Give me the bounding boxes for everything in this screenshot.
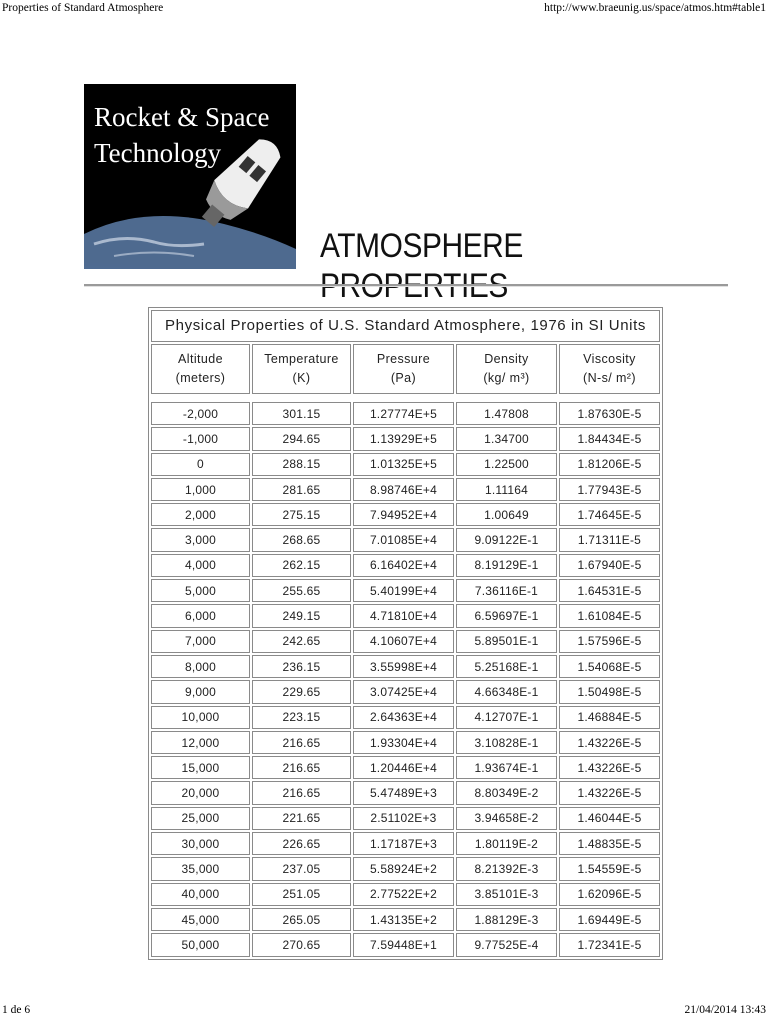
viscosity-cell: 1.61084E-5: [559, 604, 660, 627]
viscosity-cell: 1.84434E-5: [559, 427, 660, 450]
pressure-cell: 2.51102E+3: [353, 807, 454, 830]
density-cell: 8.19129E-1: [456, 554, 557, 577]
atmosphere-table: [148, 307, 663, 960]
table-row: [151, 933, 660, 956]
altitude-cell: 15,000: [151, 756, 250, 779]
viscosity-cell: 1.77943E-5: [559, 478, 660, 501]
altitude-cell: 9,000: [151, 680, 250, 703]
pressure-cell: 1.01325E+5: [353, 453, 454, 476]
header-density: [456, 344, 557, 394]
pressure-cell: 6.16402E+4: [353, 554, 454, 577]
density-cell: 1.80119E-2: [456, 832, 557, 855]
table-row: [151, 655, 660, 678]
temperature-cell: 251.05: [252, 883, 351, 906]
header-temperature-unit: (K): [292, 371, 311, 385]
temperature-cell: 281.65: [252, 478, 351, 501]
table-row: [151, 402, 660, 425]
pressure-cell: 7.94952E+4: [353, 503, 454, 526]
temperature-cell: 265.05: [252, 908, 351, 931]
altitude-cell: -1,000: [151, 427, 250, 450]
temperature-cell: 268.65: [252, 528, 351, 551]
density-cell: 7.36116E-1: [456, 579, 557, 602]
pressure-cell: 1.27774E+5: [353, 402, 454, 425]
table-row: [151, 528, 660, 551]
viscosity-cell: 1.81206E-5: [559, 453, 660, 476]
header-viscosity-label: Viscosity: [583, 352, 636, 366]
pressure-cell: 3.55998E+4: [353, 655, 454, 678]
pressure-cell: 7.59448E+1: [353, 933, 454, 956]
altitude-cell: 20,000: [151, 781, 250, 804]
altitude-cell: 0: [151, 453, 250, 476]
header-altitude: [151, 344, 250, 394]
table-row: [151, 706, 660, 729]
altitude-cell: 1,000: [151, 478, 250, 501]
viscosity-cell: 1.48835E-5: [559, 832, 660, 855]
density-cell: 3.94658E-2: [456, 807, 557, 830]
print-header: [0, 2, 768, 18]
density-cell: 5.25168E-1: [456, 655, 557, 678]
table-caption: Physical Properties of U.S. Standard Atmosphere, 1976 in SI Units: [151, 310, 660, 342]
page-number: 1 de 6: [2, 1004, 31, 1016]
pressure-cell: 8.98746E+4: [353, 478, 454, 501]
table-body: [151, 402, 660, 957]
header-pressure-label: Pressure: [376, 352, 431, 366]
density-cell: 1.11164: [456, 478, 557, 501]
temperature-cell: 216.65: [252, 756, 351, 779]
altitude-cell: 5,000: [151, 579, 250, 602]
table-row: [151, 756, 660, 779]
header-altitude-label: Altitude: [178, 352, 223, 366]
temperature-cell: 229.65: [252, 680, 351, 703]
rocket-space-technology-logo: [84, 84, 296, 269]
temperature-cell: 301.15: [252, 402, 351, 425]
density-cell: 1.34700: [456, 427, 557, 450]
header-pressure-unit: (Pa): [390, 371, 417, 385]
table-row: [151, 503, 660, 526]
print-header-url: http://www.braeunig.us/space/atmos.htm#table1: [544, 2, 766, 14]
viscosity-cell: 1.43226E-5: [559, 731, 660, 754]
pressure-cell: 3.07425E+4: [353, 680, 454, 703]
temperature-cell: 237.05: [252, 857, 351, 880]
header-density-label: Density: [484, 352, 529, 366]
altitude-cell: 4,000: [151, 554, 250, 577]
table-row: [151, 680, 660, 703]
pressure-cell: 2.77522E+2: [353, 883, 454, 906]
viscosity-cell: 1.64531E-5: [559, 579, 660, 602]
table-header-row: [151, 344, 660, 394]
temperature-cell: 255.65: [252, 579, 351, 602]
pressure-cell: 1.13929E+5: [353, 427, 454, 450]
pressure-cell: 1.43135E+2: [353, 908, 454, 931]
temperature-cell: 221.65: [252, 807, 351, 830]
pressure-cell: 5.40199E+4: [353, 579, 454, 602]
table-row: [151, 453, 660, 476]
properties-table: [149, 308, 662, 959]
density-cell: 1.47808: [456, 402, 557, 425]
header-temperature: [252, 344, 351, 394]
header-pressure: [353, 344, 454, 394]
temperature-cell: 270.65: [252, 933, 351, 956]
viscosity-cell: 1.54559E-5: [559, 857, 660, 880]
table-row: [151, 604, 660, 627]
viscosity-cell: 1.57596E-5: [559, 630, 660, 653]
horizontal-rule: [84, 284, 728, 287]
density-cell: 9.77525E-4: [456, 933, 557, 956]
print-datetime: 21/04/2014 13:43: [684, 1004, 766, 1016]
header-viscosity-unit: (N-s/ m²): [583, 371, 636, 385]
temperature-cell: 275.15: [252, 503, 351, 526]
altitude-cell: 3,000: [151, 528, 250, 551]
table-row: [151, 731, 660, 754]
temperature-cell: 226.65: [252, 832, 351, 855]
altitude-cell: 45,000: [151, 908, 250, 931]
header-spacer-cell: [151, 396, 660, 400]
viscosity-cell: 1.71311E-5: [559, 528, 660, 551]
header-spacer: [151, 396, 660, 400]
density-cell: 1.93674E-1: [456, 756, 557, 779]
temperature-cell: 249.15: [252, 604, 351, 627]
viscosity-cell: 1.46044E-5: [559, 807, 660, 830]
density-cell: 3.85101E-3: [456, 883, 557, 906]
viscosity-cell: 1.67940E-5: [559, 554, 660, 577]
viscosity-cell: 1.87630E-5: [559, 402, 660, 425]
viscosity-cell: 1.69449E-5: [559, 908, 660, 931]
table-row: [151, 630, 660, 653]
viscosity-cell: 1.46884E-5: [559, 706, 660, 729]
pressure-cell: 5.58924E+2: [353, 857, 454, 880]
print-footer: [0, 1004, 768, 1020]
density-cell: 8.21392E-3: [456, 857, 557, 880]
density-cell: 4.12707E-1: [456, 706, 557, 729]
altitude-cell: 6,000: [151, 604, 250, 627]
altitude-cell: 7,000: [151, 630, 250, 653]
pressure-cell: 4.10607E+4: [353, 630, 454, 653]
pressure-cell: 1.93304E+4: [353, 731, 454, 754]
viscosity-cell: 1.50498E-5: [559, 680, 660, 703]
header-temperature-label: Temperature: [264, 352, 339, 366]
altitude-cell: 2,000: [151, 503, 250, 526]
page-title: ATMOSPHERE PROPERTIES: [320, 227, 523, 305]
density-cell: 1.88129E-3: [456, 908, 557, 931]
table-row: [151, 908, 660, 931]
altitude-cell: 50,000: [151, 933, 250, 956]
temperature-cell: 223.15: [252, 706, 351, 729]
temperature-cell: 242.65: [252, 630, 351, 653]
viscosity-cell: 1.43226E-5: [559, 756, 660, 779]
table-row: [151, 883, 660, 906]
altitude-cell: 8,000: [151, 655, 250, 678]
table-row: [151, 554, 660, 577]
viscosity-cell: 1.72341E-5: [559, 933, 660, 956]
pressure-cell: 7.01085E+4: [353, 528, 454, 551]
temperature-cell: 216.65: [252, 781, 351, 804]
viscosity-cell: 1.43226E-5: [559, 781, 660, 804]
table-row: [151, 478, 660, 501]
viscosity-cell: 1.62096E-5: [559, 883, 660, 906]
density-cell: 1.22500: [456, 453, 557, 476]
table-row: [151, 579, 660, 602]
temperature-cell: 288.15: [252, 453, 351, 476]
table-row: [151, 781, 660, 804]
density-cell: 5.89501E-1: [456, 630, 557, 653]
pressure-cell: 1.20446E+4: [353, 756, 454, 779]
temperature-cell: 236.15: [252, 655, 351, 678]
table-row: [151, 832, 660, 855]
altitude-cell: -2,000: [151, 402, 250, 425]
header-viscosity: [559, 344, 660, 394]
density-cell: 1.00649: [456, 503, 557, 526]
viscosity-cell: 1.54068E-5: [559, 655, 660, 678]
viscosity-cell: 1.74645E-5: [559, 503, 660, 526]
altitude-cell: 40,000: [151, 883, 250, 906]
altitude-cell: 10,000: [151, 706, 250, 729]
altitude-cell: 35,000: [151, 857, 250, 880]
pressure-cell: 5.47489E+3: [353, 781, 454, 804]
logo-line2: Technology: [94, 138, 222, 168]
density-cell: 8.80349E-2: [456, 781, 557, 804]
header-density-unit: (kg/ m³): [483, 371, 530, 385]
table-row: [151, 427, 660, 450]
temperature-cell: 294.65: [252, 427, 351, 450]
altitude-cell: 12,000: [151, 731, 250, 754]
logo-image: [84, 84, 296, 269]
pressure-cell: 4.71810E+4: [353, 604, 454, 627]
temperature-cell: 216.65: [252, 731, 351, 754]
temperature-cell: 262.15: [252, 554, 351, 577]
density-cell: 3.10828E-1: [456, 731, 557, 754]
table-row: [151, 807, 660, 830]
header-altitude-unit: (meters): [175, 371, 226, 385]
print-header-title: Properties of Standard Atmosphere: [2, 2, 164, 14]
logo-line1: Rocket & Space: [94, 102, 270, 132]
table-row: [151, 857, 660, 880]
pressure-cell: 2.64363E+4: [353, 706, 454, 729]
pressure-cell: 1.17187E+3: [353, 832, 454, 855]
density-cell: 6.59697E-1: [456, 604, 557, 627]
density-cell: 4.66348E-1: [456, 680, 557, 703]
density-cell: 9.09122E-1: [456, 528, 557, 551]
altitude-cell: 30,000: [151, 832, 250, 855]
altitude-cell: 25,000: [151, 807, 250, 830]
